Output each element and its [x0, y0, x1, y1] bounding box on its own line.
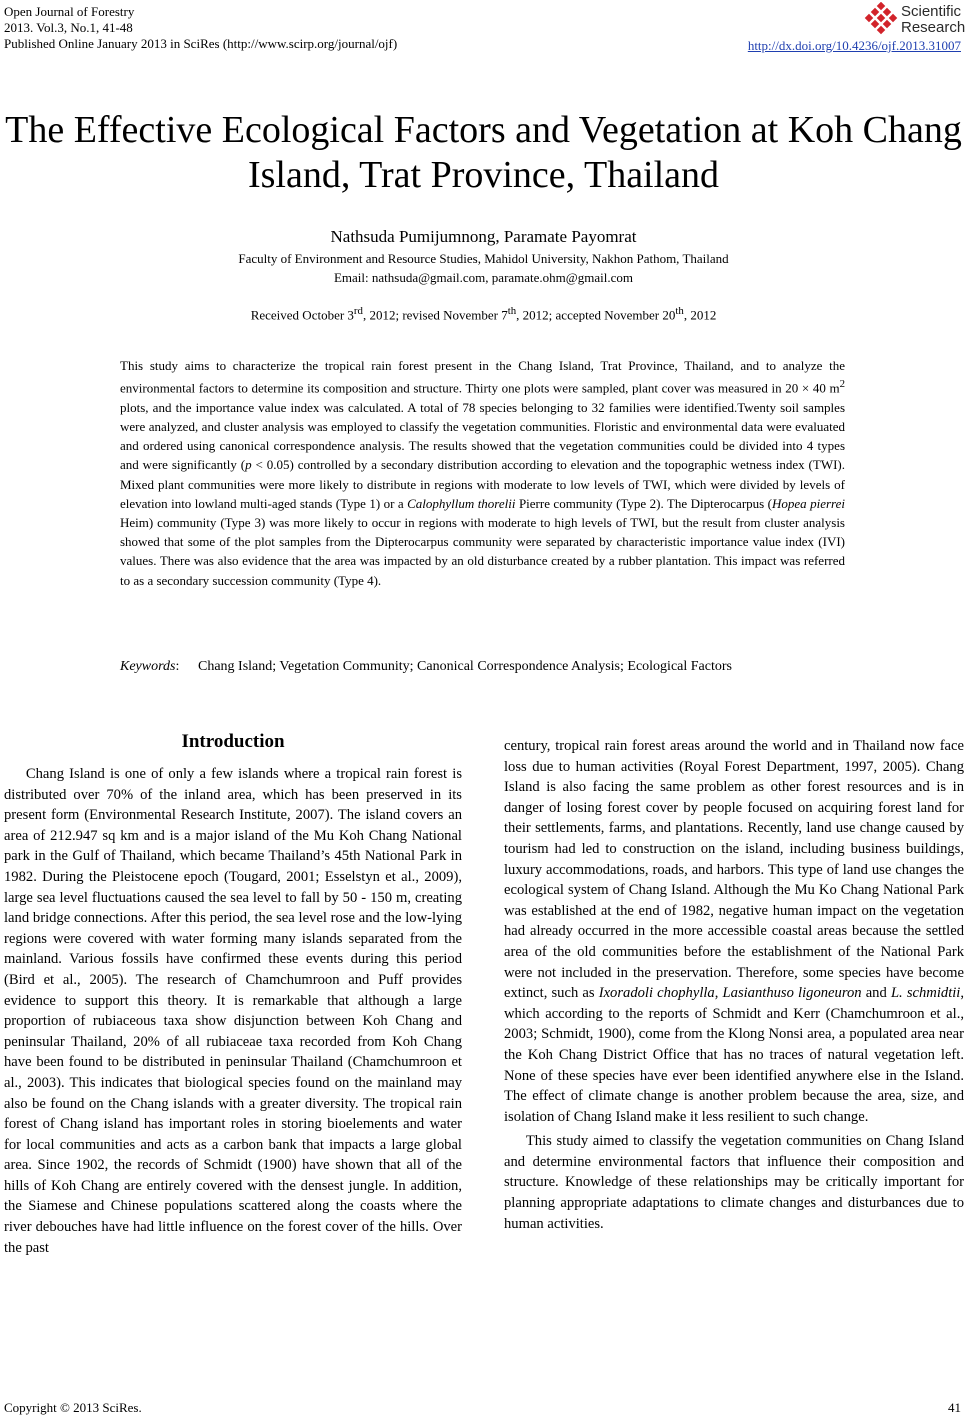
- abstract: This study aims to characterize the tropical rain forest present in the Chang Island, Trat Province, Thailand, and to analyze the environmental factors to determine its composition and structure. Thirty one plots were sampled, plant cover was measured in 20 × 40 $m^2$ plots, and the importance value index was calculated. A total of 78 species belonging to 32 families were identified.Twenty soil samples were analyzed, and cluster analysis was employed to classify the vegetation communities. Floristic and environmental data were evaluated and ordered using canonical correspondence analysis. The results showed that the vegetation communities could be divided into 4 types and were significantly (p < 0.05) controlled by a secondary distribution according to elevation and the topographic wetness index (TWI). Mixed plant communities were more likely to distribute in regions with moderate to low levels of TWI, which were divided by levels of elevation into lowland multi-aged stands (Type 1) or a Calophyllum thorelii Pierre community (Type 2). The Dipterocarpus (Hopea pierrei Heim) community (Type 3) was more likely to occur in regions with moderate to high levels of TWI, but the result from cluster analysis showed that some of the plot samples from the Dipterocarpus community were separated by characteristic importance value index (IVI) values. There was also evidence that the area was impacted by an old disturbance created by a rubber plantation. This impact was referred to as a secondary succession community (Type 4).: [120, 358, 845, 588]
- logo-word-research: Research: [901, 19, 966, 36]
- keywords-label: Keywords: [120, 659, 176, 674]
- right-column: [504, 736, 964, 1234]
- keywords-text: Chang Island; Vegetation Community; Canonical Correspondence Analysis; Ecological Factors: [198, 659, 732, 674]
- paper-title: The Effective Ecological Factors and Vegetation at Koh Chang Island, Trat Province, Thailand: [5, 109, 962, 196]
- intro-paragraph-1-continued: century, tropical rain forest areas around the world and in Thailand now face loss due to human activities (Royal Forest Department, 1997, 2005). Chang Island is also facing the same problem as other forest resources and is in danger of losing forest cover by people focused on acquiring forest land for their settlements, farms, and plantations. Recently, land use change caused by tourism had led to construction on the island, including business buildings, luxury accommodations, roads, and harbors. This type of land use changes the ecological system of Chang Island. Although the Mu Ko Chang National Park was established at the end of 1982, negative human impact on the vegetation had already occurred in the more accessible coastal areas because the settled area of the old communities before the establishment of the National Park were not included in the preservation. Therefore, some species have become extinct, such as Ixoradoli chophylla, Lasianthuso ligoneuron and L. schmidtii, which according to the reports of Schmidt and Kerr (Chamchumroon et al., 2003; Schmidt, 1900), come from the Klong Nonsi area, a populated area near the Koh Chang District Office that has no traces of natural vegetation left. None of these species have ever been identified anywhere else in the Island. The effect of climate change is another problem because the area, size, and isolation of Chang Island make it less resilient to such change.: [504, 738, 965, 1125]
- intro-paragraph-1: Chang Island is one of only a few islands where a tropical rain forest is distributed over 70% of the inland area, which has been preserved in its present form (Environmental Research Institute, 2007). The island covers an area of 212.947 sq km and is a major island of the Mu Koh Chang National park in the Gulf of Thailand, which became Thailand’s 45th National Park in 1982. During the Pleistocene epoch (Tougard, 2001; Esselstyn et al., 2009), large sea level fluctuations caused the sea level to fall by 50 - 150 m, creating land bridge connections. After this period, the sea level rose and the low-lying regions were covered with water forming many islands separated from the mainland. Various fossils have confirmed these events during this period (Bird et al., 2005). The research of Chamchumroon and Puff provides evidence to support this theory. It is remarkable that although a large proportion of rubiaceous taxa show disjunction between Koh Chang and peninsular Thailand, 20% of all rubiaceae taxa recorded from Koh Chang have been found to be distributed in peninsular Thailand (Chamchumroon et al., 2003). This indicates that biological species found on the mainland may also be found on the Chang islands with a greater diversity. The tropical rain forest of Chang island has important roles in storing bioelements and water for local communities and acts as a carbon bank that impacts a large global area. Since 1902, the records of Schmidt (1900) have shown that all of the hills of Koh Chang are entirely covered with the densest jungle. In addition, the Siamese and Chinese populations scattered along the coasts where the river debouches have had little influence on the forest cover of the hills. Over the past: [4, 766, 462, 1256]
- scientific-research-logo-icon: [863, 2, 899, 38]
- publisher-logo: [863, 2, 966, 38]
- copyright: Copyright © 2013 SciRes.: [4, 1400, 142, 1415]
- author-email: Email: nathsuda@gmail.com, paramate.ohm@gmail.com: [333, 270, 634, 285]
- paper-authors: Nathsuda Pumijumnong, Paramate Payomrat: [330, 227, 637, 246]
- published-line: Published Online January 2013 in SciRes (http://www.scirp.org/journal/ojf): [4, 36, 398, 51]
- intro-paragraph-2: This study aimed to classify the vegetation communities on Chang Island and determine environmental factors that influence their composition and structure. Knowledge of these relationships may be critically important for planning appropriate adaptations to climate changes and disturbances due to human activities.: [504, 1133, 964, 1232]
- affiliation-block: [0, 249, 967, 287]
- journal-volume: 2013. Vol.3, No.1, 41-48: [4, 20, 133, 35]
- keywords: Keywords: Chang Island; Vegetation Community; Canonical Correspondence Analysis; Ecological Factors: [120, 657, 845, 677]
- affiliation: Faculty of Environment and Resource Studies, Mahidol University, Nakhon Pathom, Thailand: [238, 251, 729, 266]
- running-header: [4, 4, 397, 52]
- journal-name: Open Journal of Forestry: [4, 4, 135, 19]
- left-column: [4, 764, 462, 1258]
- logo-word-scientific: Scientific: [901, 3, 962, 20]
- received-dates: Received October 3rd, 2012; revised November 7th, 2012; accepted November 20th, 2012: [250, 305, 717, 323]
- introduction-heading: Introduction: [181, 731, 285, 752]
- page-number: 41: [948, 1400, 961, 1415]
- doi-link[interactable]: http://dx.doi.org/10.4236/ojf.2013.31007: [747, 38, 961, 53]
